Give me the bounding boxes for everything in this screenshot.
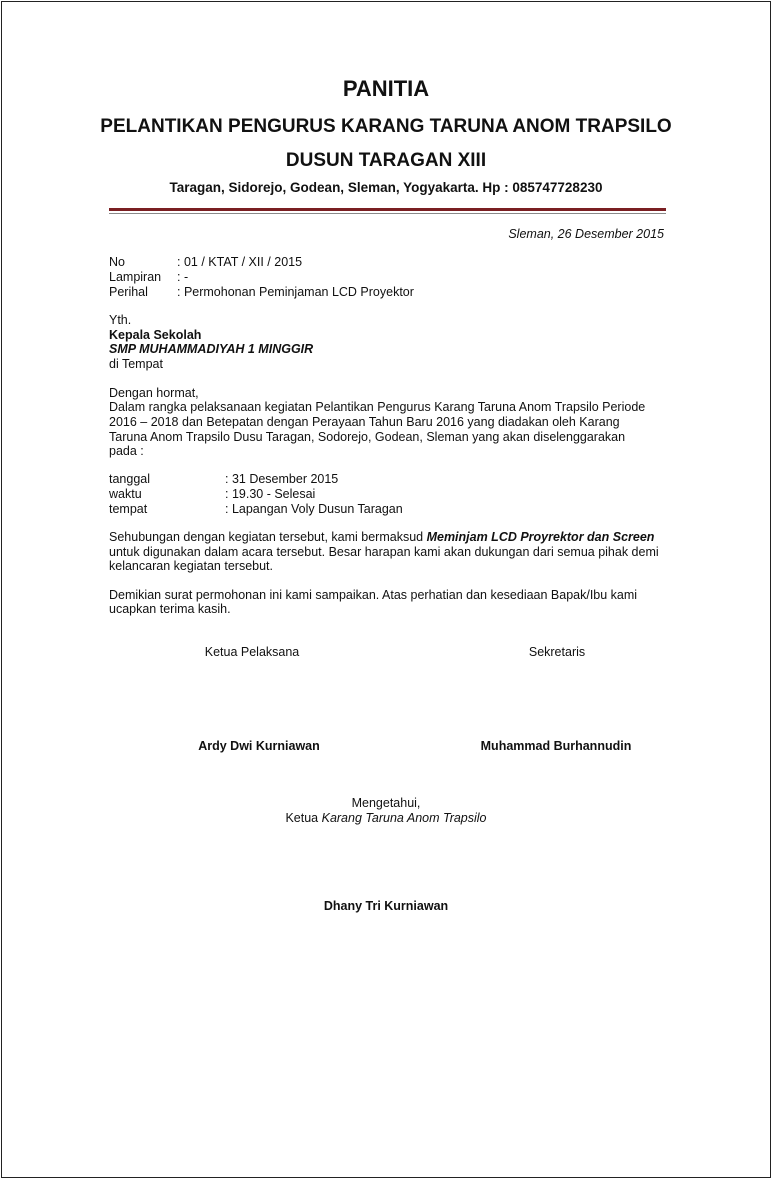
para1-line: pada : — [109, 444, 144, 458]
detail-value: : 19.30 - Selesai — [225, 487, 316, 501]
meta-value: : Permohonan Peminjaman LCD Proyektor — [177, 285, 414, 299]
detail-label: waktu — [109, 487, 142, 501]
header-rule-thick — [109, 208, 666, 211]
meta-label: Perihal — [109, 285, 148, 299]
recipient-school: SMP MUHAMMADIYAH 1 MINGGIR — [109, 342, 314, 356]
para2-line: untuk digunakan dalam acara tersebut. Besar harapan kami akan dukungan dari semua pihak demi — [109, 545, 659, 559]
meta-value: : 01 / KTAT / XII / 2015 — [177, 255, 303, 269]
left-signature-role: Ketua Pelaksana — [204, 645, 300, 659]
header-title: PANITIA — [342, 76, 430, 101]
detail-value: : Lapangan Voly Dusun Taragan — [225, 502, 403, 516]
detail-row-waktu — [109, 487, 509, 502]
recipient-yth: Yth. — [109, 313, 132, 327]
acknowledged-role-org: Karang Taruna Anom Trapsilo — [321, 811, 487, 825]
recipient-name: Kepala Sekolah — [109, 328, 202, 342]
acknowledged-label: Mengetahui, — [351, 796, 421, 810]
acknowledged-name: Dhany Tri Kurniawan — [323, 899, 449, 913]
detail-label: tanggal — [109, 472, 151, 486]
para2-line: kelancaran kegiatan tersebut. — [109, 559, 273, 573]
letter-page — [1, 1, 771, 1178]
acknowledged-role — [2, 811, 770, 826]
para2-first-line — [109, 530, 654, 545]
detail-row-tempat — [109, 502, 509, 517]
right-signature-name: Muhammad Burhannudin — [480, 739, 632, 753]
meta-row-perihal — [109, 285, 509, 300]
header-subtitle: PELANTIKAN PENGURUS KARANG TARUNA ANOM TRAPSILO — [100, 116, 672, 137]
para3-line: Demikian surat permohonan ini kami sampaikan. Atas perhatian dan kesediaan Bapak/Ibu kami — [109, 588, 638, 602]
para2-emphasis: Meminjam LCD Proyrektor dan Screen — [426, 530, 655, 544]
para3-line: ucapkan terima kasih. — [109, 602, 231, 616]
detail-value: : 31 Desember 2015 — [225, 472, 339, 486]
meta-label: Lampiran — [109, 270, 162, 284]
acknowledged-role-prefix: Ketua — [285, 811, 322, 825]
meta-value: : - — [177, 270, 189, 284]
para1-line: Dalam rangka pelaksanaan kegiatan Pelantikan Pengurus Karang Taruna Anom Trapsilo Periode — [109, 400, 646, 414]
detail-label: tempat — [109, 502, 148, 516]
para1-line: 2016 – 2018 dan Betepatan dengan Perayaan Tahun Baru 2016 yang diadakan oleh Karang — [109, 415, 620, 429]
left-signature-name: Ardy Dwi Kurniawan — [198, 739, 320, 753]
place-date: Sleman, 26 Desember 2015 — [508, 227, 664, 241]
greeting: Dengan hormat, — [109, 386, 199, 400]
meta-row-lampiran — [109, 270, 509, 285]
para1-line: Taruna Anom Trapsilo Dusu Taragan, Sodorejo, Godean, Sleman yang akan diselenggarakan — [109, 430, 626, 444]
meta-label: No — [109, 255, 125, 269]
meta-row-no — [109, 255, 509, 270]
header-rule-thin — [109, 213, 666, 214]
header-subtitle-2: DUSUN TARAGAN XIII — [285, 150, 487, 171]
header-address: Taragan, Sidorejo, Godean, Sleman, Yogyakarta. Hp : 085747728230 — [169, 180, 603, 195]
right-signature-role: Sekretaris — [528, 645, 586, 659]
recipient-place: di Tempat — [109, 357, 163, 371]
detail-row-tanggal — [109, 472, 509, 487]
para2-text: Sehubungan dengan kegiatan tersebut, kami bermaksud — [109, 530, 427, 544]
